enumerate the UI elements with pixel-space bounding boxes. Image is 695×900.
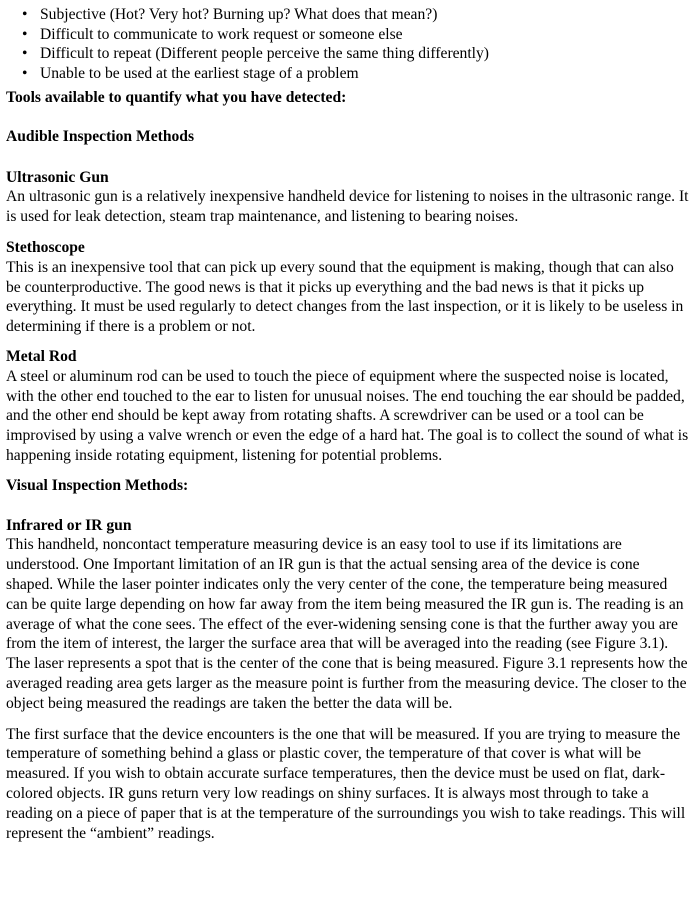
bullet-icon: • [22, 64, 28, 82]
metal-rod-section [6, 347, 690, 466]
ultrasonic-gun-body: An ultrasonic gun is a relatively inexpensive handheld device for listening to noises in the ultrasonic range. It is used for leak detection, steam trap maintenance, and listening to bearing noises. [6, 188, 689, 226]
list-item-text: Difficult to repeat (Different people perceive the same thing differently) [40, 45, 490, 62]
list-item [6, 64, 690, 84]
list-item-text: Difficult to communicate to work request or someone else [40, 25, 403, 43]
stethoscope-body: This is an inexpensive tool that can pick up every sound that the equipment is making, though that can also be counterproductive. The good news is that it picks up everything and the bad news is that it picks up everything. It must be used regularly to detect changes from the last inspection, or it is likely to be useless in determining if there is a problem or not. [6, 258, 684, 336]
stethoscope-section [6, 238, 690, 337]
metal-rod-body: A steel or aluminum rod can be used to touch the piece of equipment where the suspected noise is located, with the other end touched to the ear to listen for unusual noises. The end touching the ear should be padded, and the other end should be kept away from rotating shafts. A screwdriver can be used or a tool can be improvised by using a valve wrench or even the edge of a hard hat. The goal is to collect the sound of what is happening inside rotating equipment, listening for potential problems. [6, 367, 689, 464]
metal-rod-title: Metal Rod [6, 347, 77, 365]
ir-gun-body-1: This handheld, noncontact temperature measuring device is an easy tool to use if its limitations are understood. One Important limitation of an IR gun is that the actual sensing area of the device is cone shaped. While the laser pointer indicates only the very center of the cone, the temperature being measured can be quite large depending on how far away from the item being measured the IR gun is. The reading is an average of what the cone sees. The effect of the ever-widening sensing cone is that the further away you are from the item of interest, the larger the surface area that will be averaged into the reading (see Figure 3.1). The laser represents a spot that is the center of the cone that is being measured. Figure 3.1 represents how the averaged reading area gets larger as the measure point is further from the measuring device. The closer to the object being measured the readings are taken the better the data will be. [6, 536, 688, 712]
limitations-list [6, 5, 690, 83]
document-page [6, 5, 690, 843]
ir-gun-title: Infrared or IR gun [6, 516, 132, 534]
bullet-icon: • [22, 25, 28, 43]
ultrasonic-gun-section [6, 168, 690, 227]
bullet-icon: • [22, 45, 28, 62]
ir-gun-body-2: The first surface that the device encounters is the one that will be measured. If you are trying to measure the temperature of something behind a glass or plastic cover, the temperature of that cover is what will be measured. If you wish to obtain accurate surface temperatures, then the device must be used on flat, dark-colored objects. IR guns return very low readings on shiny surfaces. It is always most through to take a reading on a piece of paper that is at the temperature of the surroundings you wish to take readings. This will represent the “ambient” readings. [6, 725, 686, 842]
list-item [6, 5, 690, 25]
audible-methods-heading: Audible Inspection Methods [6, 127, 195, 145]
list-item-text: Unable to be used at the earliest stage of a problem [40, 64, 359, 82]
list-item [6, 25, 690, 45]
ir-gun-section [6, 516, 690, 844]
stethoscope-title: Stethoscope [6, 238, 85, 256]
visual-methods-heading: Visual Inspection Methods: [6, 476, 189, 494]
bullet-icon: • [22, 6, 28, 23]
list-item-text: Subjective (Hot? Very hot? Burning up? What does that mean?) [40, 6, 438, 23]
ultrasonic-gun-title: Ultrasonic Gun [6, 168, 109, 186]
tools-heading: Tools available to quantify what you have detected: [6, 89, 347, 106]
list-item [6, 44, 690, 64]
